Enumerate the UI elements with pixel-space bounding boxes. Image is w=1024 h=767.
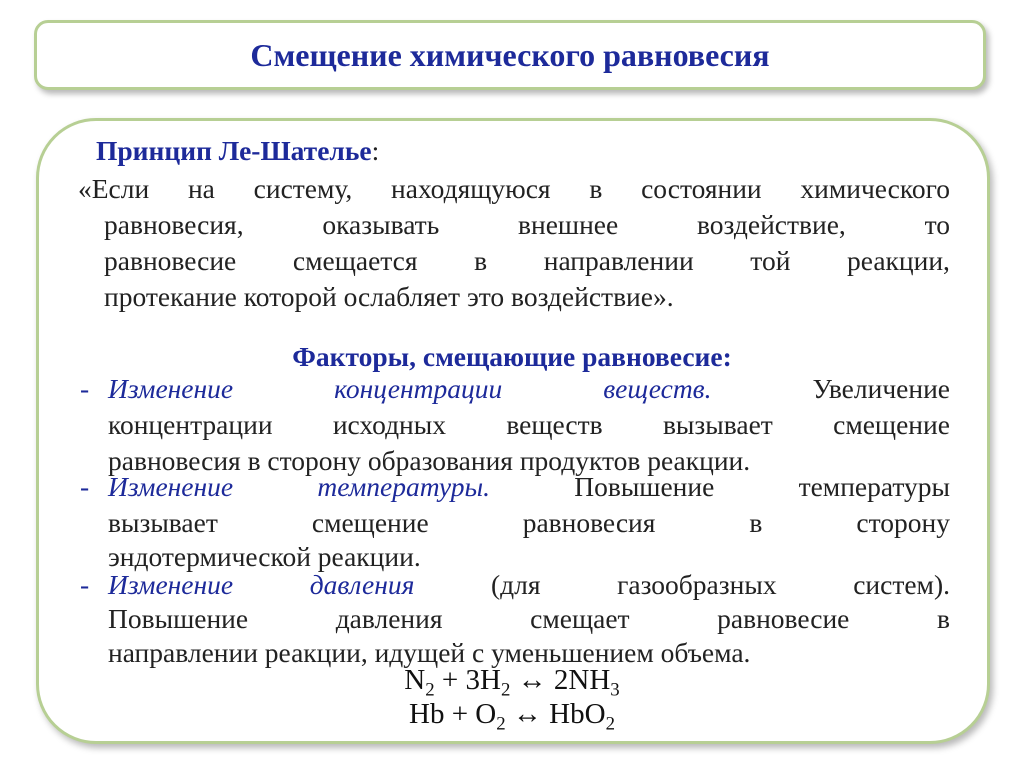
word: вызывает [662, 409, 773, 440]
formula-subscript: 2 [496, 713, 506, 735]
factor-title-word: веществ. [603, 373, 712, 404]
word: на [187, 173, 215, 204]
principle-line-2 [104, 208, 950, 241]
factor-2-line-2 [108, 506, 950, 539]
word: (для [490, 569, 541, 600]
title-banner [34, 20, 986, 90]
word: вызывает [108, 507, 218, 538]
factor-title-word: Изменение [108, 471, 234, 502]
factor-title-word: температуры. [317, 471, 490, 502]
word: равновесие [104, 245, 237, 276]
bullet-dash: - [80, 471, 90, 502]
word: смещает [530, 603, 630, 634]
factors-heading: Факторы, смещающие равновесие: [292, 341, 732, 372]
word: равновесия, [104, 209, 244, 240]
word: внешнее [518, 209, 619, 240]
word: воздействие, [696, 209, 846, 240]
principle-line-1 [78, 172, 950, 205]
word: состоянии [641, 173, 762, 204]
factor-1-line-2 [108, 408, 950, 441]
word: систем). [853, 569, 950, 600]
word: температуры [798, 471, 950, 502]
word: в [474, 245, 488, 276]
word: смещение [311, 507, 429, 538]
factor-2-line-3: эндотермической реакции. [108, 541, 421, 572]
formula-subscript: 2 [605, 713, 615, 735]
factor-title-word: давления [309, 569, 415, 600]
bullet-dash: - [80, 373, 90, 404]
formula-part: + 3H [434, 664, 501, 696]
factor-3-line-1 [108, 568, 950, 601]
word: в [589, 173, 603, 204]
principle-line-3 [104, 244, 950, 277]
principle-line-4: протекание которой ослабляет это воздействие». [104, 281, 674, 312]
word: равновесия [522, 507, 656, 538]
factor-1-line-1 [108, 372, 950, 405]
factor-title-word: Изменение [108, 569, 234, 600]
formula-part: Hb + O [409, 698, 497, 730]
formula-part: ↔ HbO [505, 698, 606, 730]
word: равновесие [717, 603, 850, 634]
formula-subscript: 2 [425, 679, 435, 701]
word: Увеличение [812, 373, 950, 404]
word: в [749, 507, 763, 538]
slide-title: Смещение химического равновесия [250, 36, 770, 73]
word: концентрации [108, 409, 273, 440]
principle-heading: Принцип Ле-Шателье [96, 135, 372, 166]
word: Повышение [108, 603, 249, 634]
formula-part: ↔ 2NH [510, 664, 611, 696]
word: оказывать [322, 209, 440, 240]
word: давления [335, 603, 443, 634]
word: смещается [292, 245, 418, 276]
word: то [924, 209, 950, 240]
word: в [936, 603, 950, 634]
word: Повышение [574, 471, 715, 502]
factor-title-word: Изменение [108, 373, 234, 404]
word: исходных [332, 409, 446, 440]
factor-2-line-1 [108, 470, 950, 503]
word: веществ [506, 409, 603, 440]
principle-colon: : [371, 135, 380, 166]
factor-3-line-3: направлении реакции, идущей с уменьшением объема. [108, 637, 751, 668]
word: находящуюся [391, 173, 551, 204]
factor-title-word: концентрации [334, 373, 503, 404]
word: смещение [833, 409, 950, 440]
word: той [750, 245, 791, 276]
formula-hemoglobin [0, 698, 1024, 735]
formula-ammonia [0, 664, 1024, 701]
word: систему, [253, 173, 353, 204]
formula-subscript: 3 [610, 679, 620, 701]
word: газообразных [617, 569, 777, 600]
factor-1-line-3: равновесия в сторону образования продуктов реакции. [108, 445, 751, 476]
word: реакции, [847, 245, 950, 276]
factor-3-line-2 [108, 602, 950, 635]
word: «Если [78, 173, 150, 204]
word: химического [800, 173, 950, 204]
formula-subscript: 2 [500, 679, 511, 701]
word: направлении [543, 245, 694, 276]
word: сторону [856, 507, 950, 538]
formula-part: N [404, 664, 426, 696]
principle-heading-line [96, 134, 379, 167]
bullet-dash: - [80, 569, 90, 600]
